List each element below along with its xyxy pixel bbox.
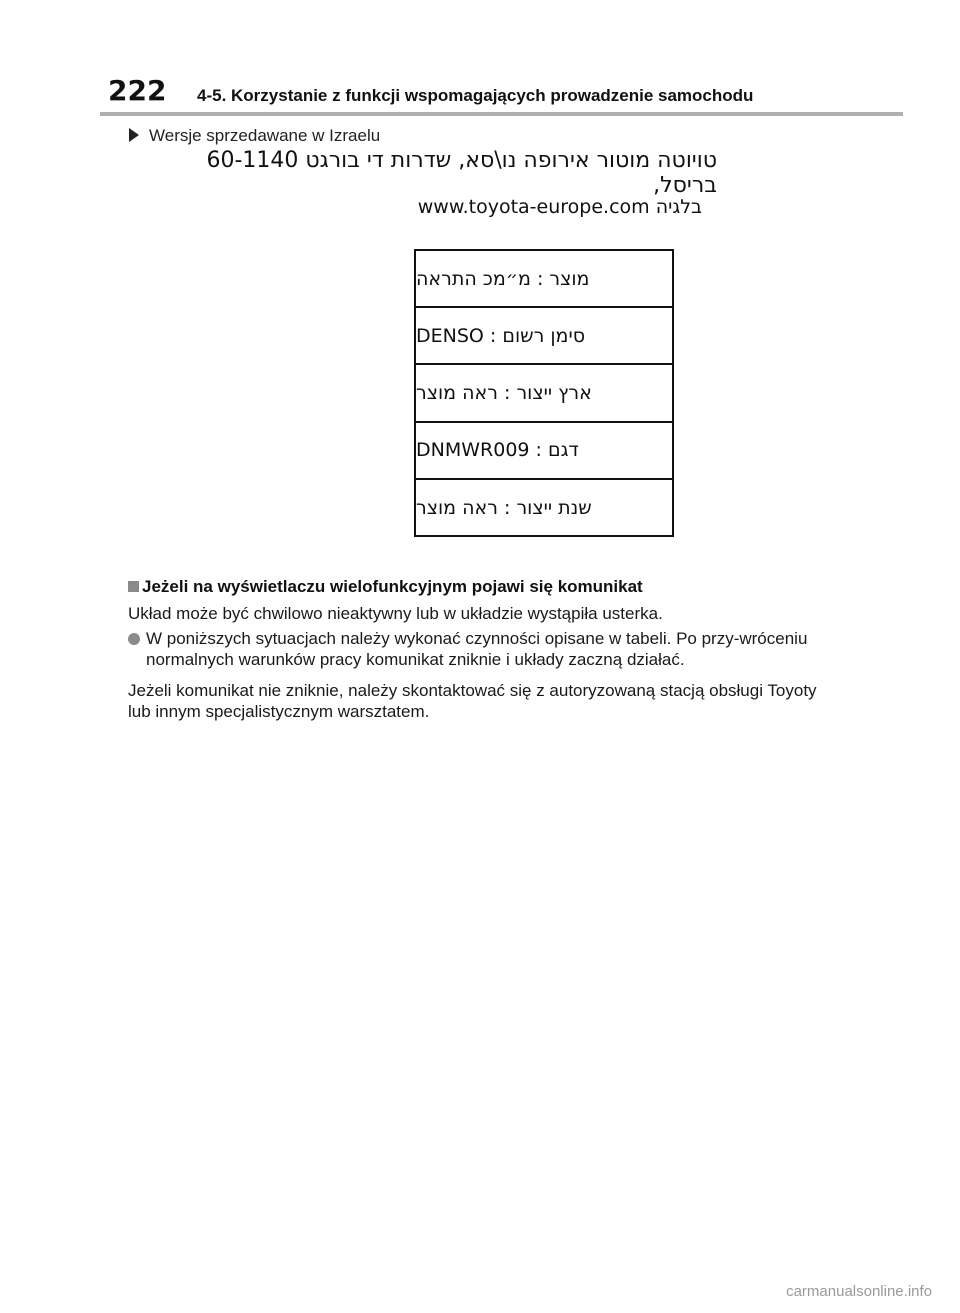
closing-paragraph: Jeżeli komunikat nie zniknie, należy skontaktować się z autoryzowaną stacją obsługi Toyoty lub innym specjalistycznym warsztatem.: [128, 681, 817, 721]
label-row-label: סימן רשום :: [489, 324, 586, 347]
square-bullet-icon: [128, 581, 139, 592]
header-divider: [100, 112, 903, 116]
intro-paragraph: Układ może być chwilowo nieaktywny lub w układzie wystąpiła usterka.: [128, 604, 663, 623]
label-row: [416, 480, 672, 537]
bullet-paragraph: [128, 628, 818, 670]
section-title: 4-5. Korzystanie z funkcji wspomagających prowadzenie samochodu: [197, 86, 754, 105]
label-row: [416, 308, 672, 365]
version-note-text: Wersje sprzedawane w Izraelu: [149, 126, 381, 145]
label-row-label: שנת ייצור :: [504, 497, 592, 520]
label-row-value: ראה מוצר: [416, 497, 498, 520]
label-row: [416, 251, 672, 308]
label-row: [416, 423, 672, 480]
label-row-label: דגם :: [535, 439, 579, 462]
version-note: [129, 126, 380, 146]
hebrew-address-line-2: בלגיה www.toyota-europe.com: [417, 196, 702, 218]
page-number: 222: [108, 74, 167, 107]
product-label-table: [414, 249, 674, 537]
label-row-label: מוצר :: [536, 267, 590, 290]
label-row-value: ראה מוצר: [416, 381, 498, 404]
bullet-paragraph-text: W poniższych sytuacjach należy wykonać czynności opisane w tabeli. Po przy-wróceniu normalnych warunków pracy komunikat zniknie i układy zaczną działać.: [146, 629, 808, 669]
label-row: [416, 365, 672, 422]
round-bullet-icon: [128, 633, 140, 645]
watermark: carmanualsonline.info: [786, 1283, 932, 1300]
section-heading: [128, 577, 643, 597]
label-row-value: מ״מכ התראה: [416, 267, 531, 290]
section-heading-text: Jeżeli na wyświetlaczu wielofunkcyjnym pojawi się komunikat: [142, 577, 643, 596]
label-row-label: ארץ ייצור :: [504, 381, 592, 404]
arrow-right-icon: [129, 128, 139, 142]
label-row-value: DNMWR009: [416, 439, 530, 462]
label-row-value: DENSO: [416, 324, 484, 347]
hebrew-address-line-1: טויוטה מוטור אירופה נו\סא, שדרות די בורגט 60-1140 בריסל,: [206, 148, 717, 198]
